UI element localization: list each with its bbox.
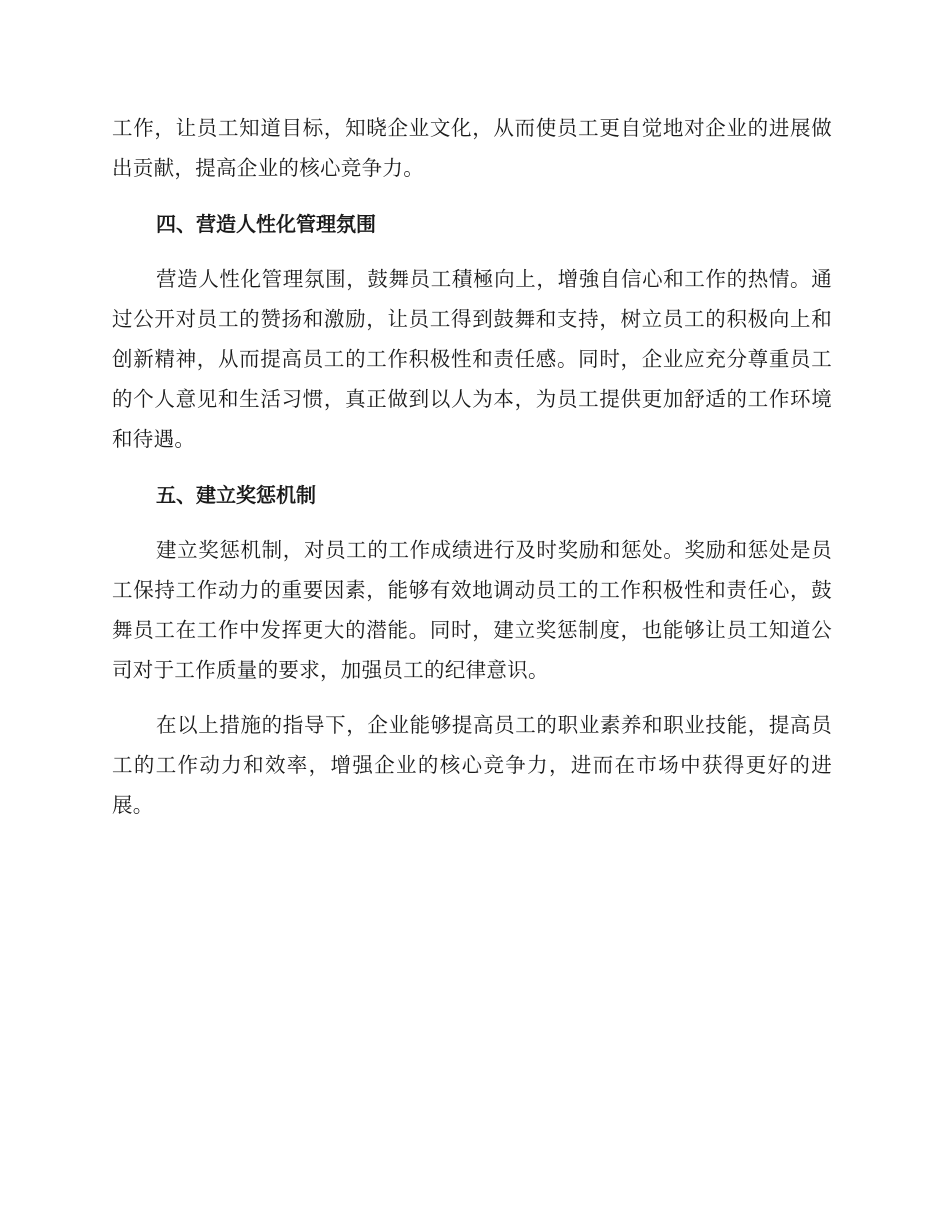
paragraph-humanized-management: 营造人性化管理氛围，鼓舞员工積極向上，增強自信心和工作的热情。通过公开对员工的赞扬和激励，让员工得到鼓舞和支持，树立员工的积极向上和创新精神，从而提高员工的工作积极性和责任感。同时，企业应充分尊重员工的个人意见和生活习惯，真正做到以人为本，为员工提供更加舒适的工作环境和待遇。 bbox=[112, 267, 832, 451]
section-heading-5: 五、建立奖惩机制 bbox=[156, 483, 316, 507]
paragraph-conclusion: 在以上措施的指导下，企业能够提高员工的职业素养和职业技能，提高员工的工作动力和效率，增强企业的核心竞争力，进而在市场中获得更好的进展。 bbox=[112, 713, 832, 817]
section-heading-4: 四、营造人性化管理氛围 bbox=[156, 212, 376, 236]
paragraph-reward-punishment: 建立奖惩机制，对员工的工作成绩进行及时奖励和惩处。奖励和惩处是员工保持工作动力的重要因素，能够有效地调动员工的工作积极性和责任心，鼓舞员工在工作中发挥更大的潜能。同时，建立奖惩制度，也能够让员工知道公司对于工作质量的要求，加强员工的纪律意识。 bbox=[112, 538, 832, 682]
paragraph-continuation: 工作，让员工知道目标，知晓企业文化，从而使员工更自觉地对企业的进展做出贡献，提高企业的核心竞争力。 bbox=[112, 116, 832, 180]
document-page bbox=[112, 108, 832, 825]
